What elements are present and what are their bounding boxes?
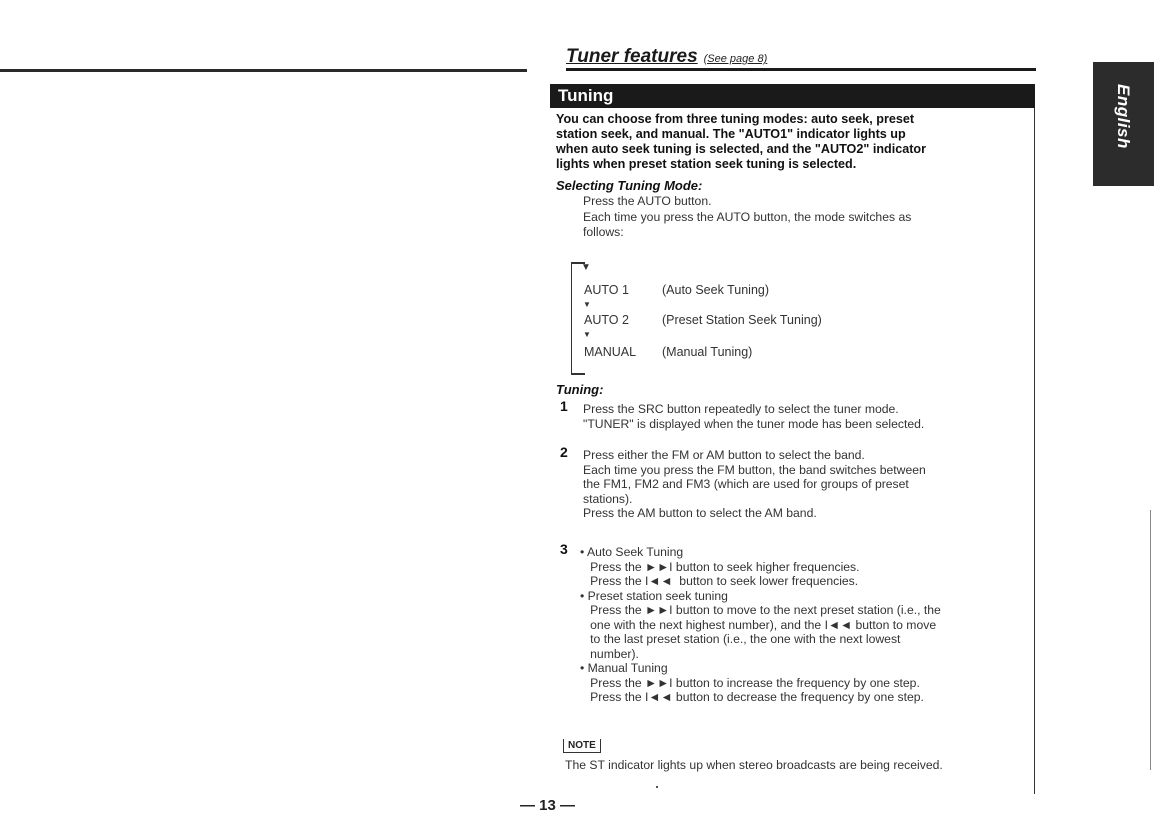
step-line: "TUNER" is displayed when the tuner mode has been selected.	[583, 416, 925, 431]
arrow-down-icon: ▼	[583, 330, 591, 339]
step-line: Press the I◄◄ button to seek lower frequencies.	[580, 574, 859, 588]
language-tab-label: English	[1114, 84, 1133, 149]
arrow-down-icon: ▼	[583, 300, 591, 309]
language-tab	[1093, 62, 1154, 186]
step-line: Press the ►►I button to seek higher frequencies.	[580, 559, 860, 574]
note-text: The ST indicator lights up when stereo broadcasts are being received.	[565, 758, 943, 772]
left-page-rule	[0, 69, 527, 72]
intro-line: when auto seek tuning is selected, and the "AUTO2" indicator	[556, 142, 927, 156]
tuning-heading: Tuning:	[556, 382, 604, 397]
arrow-down-icon: ▼	[581, 262, 591, 273]
section-intro	[556, 112, 1031, 172]
step-line: Press the ►►I button to move to the next preset station (i.e., the	[580, 603, 941, 617]
intro-line: station seek, and manual. The "AUTO1" indicator lights up	[556, 127, 906, 141]
step-number: 1	[560, 398, 568, 414]
selecting-heading: Selecting Tuning Mode:	[556, 178, 703, 193]
intro-line: You can choose from three tuning modes: auto seek, preset	[556, 112, 915, 126]
step-line: Press the ►►I button to increase the frequency by one step.	[580, 675, 920, 690]
mode-name: AUTO 2	[584, 313, 629, 327]
header-subtitle: (See page 8)	[703, 53, 768, 65]
step-1-text	[583, 402, 924, 431]
step-line: Press either the FM or AM button to select the band.	[583, 448, 865, 462]
step-line: to the last preset station (i.e., the one with the next lowest	[580, 632, 901, 646]
step-line: Press the SRC button repeatedly to select the tuner mode.	[583, 402, 899, 416]
speck	[656, 786, 658, 788]
mode-cycle-bracket	[571, 262, 574, 374]
step-line: the FM1, FM2 and FM3 (which are used for groups of preset	[583, 477, 909, 491]
selecting-line: Each time you press the AUTO button, the mode switches as	[583, 210, 912, 224]
section-title: Tuning	[558, 86, 614, 105]
step-line: • Auto Seek Tuning	[580, 545, 684, 559]
step-line: one with the next highest number), and the I◄◄ button to move	[580, 617, 937, 632]
step-line: • Manual Tuning	[580, 661, 668, 675]
scan-edge-line	[1150, 510, 1151, 770]
page-header	[566, 46, 1036, 68]
step-line: Press the AM button to select the AM band.	[583, 506, 817, 520]
header-title: Tuner features	[566, 46, 698, 67]
note-label: NOTE	[563, 739, 601, 753]
step-2-text	[583, 448, 926, 521]
selecting-line: Press the AUTO button.	[583, 194, 712, 208]
step-line: Each time you press the FM button, the band switches between	[583, 462, 926, 477]
step-line: • Preset station seek tuning	[580, 588, 728, 603]
selecting-line: follows:	[583, 225, 624, 239]
step-number: 2	[560, 444, 568, 460]
intro-line: lights when preset station seek tuning is selected.	[556, 157, 857, 171]
mode-name: MANUAL	[584, 345, 637, 359]
step-line: Press the I◄◄ button to decrease the frequency by one step.	[580, 690, 924, 704]
page-number: — 13 —	[520, 797, 576, 814]
mode-desc: (Manual Tuning)	[662, 345, 753, 359]
step-line: stations).	[583, 491, 633, 506]
section-title-bar	[550, 84, 1035, 108]
step-number: 3	[560, 541, 568, 557]
step-line: number).	[580, 646, 639, 661]
step-3-text	[580, 545, 941, 705]
mode-desc: (Auto Seek Tuning)	[662, 283, 770, 297]
mode-name: AUTO 1	[584, 283, 629, 297]
mode-desc: (Preset Station Seek Tuning)	[662, 313, 822, 327]
mode-cycle-bottom	[571, 373, 585, 375]
header-rule	[566, 68, 1036, 71]
